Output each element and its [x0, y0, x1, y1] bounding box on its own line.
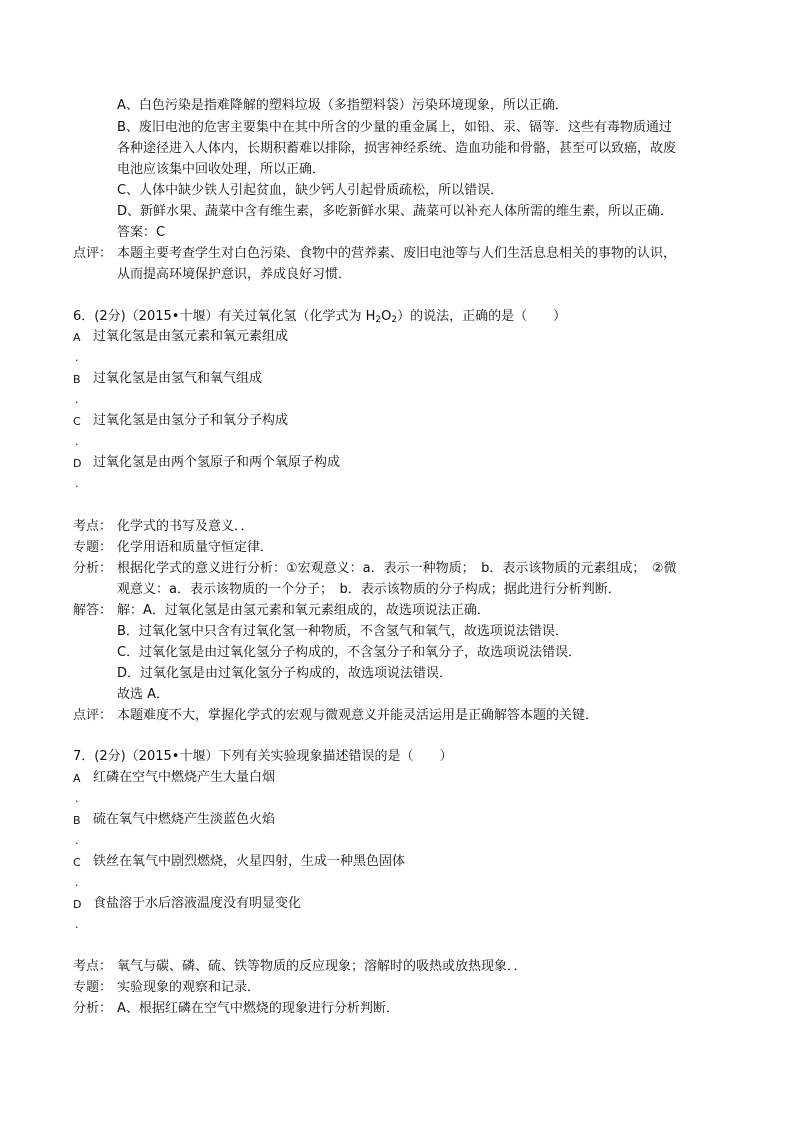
q6-option-c-letter: C	[73, 415, 81, 428]
q7-option-c-text: 铁丝在氧气中剧烈燃烧，火星四射，生成一种黑色固体	[93, 854, 406, 869]
q5-analysis-b-line2: 各种途径进入人体内，长期积蓄难以排除，损害神经系统、造血功能和骨骼，甚至可以致癌，故废	[117, 141, 677, 156]
q6-jieda-line4: D．过氧化氢是由过氧化氢分子构成的，故选项说法错误．	[117, 666, 453, 681]
q7-option-d-dot: .	[75, 918, 79, 931]
q6-option-a-text: 过氧化氢是由氢元素和氧元素组成	[93, 329, 289, 344]
q7-option-b-text: 硫在氧气中燃烧产生淡蓝色火焰	[93, 812, 276, 827]
q7-option-a-dot: .	[75, 792, 79, 805]
q7-option-c-dot: .	[75, 876, 79, 889]
q6-fenxi-line2: 观意义：a．表示该物质的一个分子； b．表示该物质的分子构成；据此进行分析判断．	[117, 582, 621, 597]
q7-kaodian-label: 考点：	[73, 959, 113, 974]
q5-comment-label: 点评：	[73, 246, 113, 261]
q6-stem-post: ）的说法，正确的是（ ）	[397, 309, 567, 324]
q6-zhuanti-label: 专题：	[73, 540, 113, 555]
q6-option-c-text: 过氧化氢是由氢分子和氧分子构成	[93, 413, 289, 428]
q6-fenxi-label: 分析：	[73, 561, 113, 576]
q7-option-b-letter: B	[73, 814, 81, 827]
q7-option-d-text: 食盐溶于水后溶液温度没有明显变化	[93, 896, 302, 911]
q6-option-d-dot: .	[75, 477, 79, 490]
q6-jieda-label: 解答：	[73, 603, 113, 618]
q7-option-d-letter: D	[73, 898, 82, 911]
q6-option-b-dot: .	[75, 393, 79, 406]
q6-option-a-dot: .	[75, 351, 79, 364]
q6-option-b-letter: B	[73, 373, 81, 386]
q5-comment-line1: 本题主要考查学生对白色污染、食物中的营养素、废旧电池等与人们生活息息相关的事物的认识，	[117, 246, 677, 261]
q6-formula-sub-h: 2	[375, 315, 382, 325]
q5-comment-line2: 从而提高环境保护意识，养成良好习惯．	[117, 267, 352, 282]
q5-analysis-b-line1: B、废旧电池的危害主要集中在其中所含的少量的重金属上，如铅、汞、镉等．这些有毒物质通过	[117, 120, 672, 135]
q5-analysis-a: A、白色污染是指难降解的塑料垃圾（多指塑料袋）污染环境现象，所以正确．	[117, 98, 568, 113]
q6-jieda-line3: C．过氧化氢是由过氧化氢分子构成的，不含氢分子和氧分子，故选项说法错误．	[117, 645, 582, 660]
q6-kaodian: 化学式的书写及意义．．	[117, 519, 254, 534]
q6-option-d-text: 过氧化氢是由两个氢原子和两个氧原子构成	[93, 455, 341, 470]
q7-fenxi-line1: A、根据红磷在空气中燃烧的现象进行分析判断．	[117, 1001, 399, 1016]
q7-fenxi-label: 分析：	[73, 1001, 113, 1016]
q6-formula-o: O	[381, 309, 392, 324]
q6-stem-pre: 6．(2分)（2015•十堰）有关过氧化氢（化学式为 H	[73, 309, 376, 324]
q6-jieda-line1: 解：A．过氧化氢是由氢元素和氧元素组成的，故选项说法正确．	[117, 603, 490, 618]
q6-dianping: 本题难度不大，掌握化学式的宏观与微观意义并能灵活运用是正确解答本题的关键．	[117, 708, 599, 723]
q6-formula-sub-o: 2	[391, 315, 398, 325]
q6-kaodian-label: 考点：	[73, 519, 113, 534]
q6-option-c-dot: .	[75, 435, 79, 448]
q7-option-a-text: 红磷在空气中燃烧产生大量白烟	[93, 770, 276, 785]
q6-jieda-line2: B．过氧化氢中只含有过氧化氢一种物质，不含氢气和氧气，故选项说法错误．	[117, 624, 568, 639]
q6-option-a-letter: A	[73, 331, 81, 344]
q7-option-c-letter: C	[73, 856, 81, 869]
q6-fenxi-line1: 根据化学式的意义进行分析：①宏观意义：a．表示一种物质； b．表示该物质的元素组成； ②微	[117, 561, 677, 576]
q7-zhuanti-label: 专题：	[73, 980, 113, 995]
q7-option-a-letter: A	[73, 772, 81, 785]
q6-dianping-label: 点评：	[73, 708, 113, 723]
q5-answer: 答案：C	[117, 225, 166, 240]
q6-option-b-text: 过氧化氢是由氢气和氧气组成	[93, 371, 263, 386]
q5-analysis-b-line3: 电池应该集中回收处理，所以正确．	[117, 162, 326, 177]
q6-zhuanti: 化学用语和质量守恒定律．	[117, 540, 274, 555]
q7-kaodian: 氧气与碳、磷、硫、铁等物质的反应现象；溶解时的吸热或放热现象．．	[117, 959, 527, 974]
q5-analysis-d: D、新鲜水果、蔬菜中含有维生素，多吃新鲜水果、蔬菜可以补充人体所需的维生素，所以正确．	[117, 204, 674, 219]
q7-option-b-dot: .	[75, 834, 79, 847]
q7-zhuanti: 实验现象的观察和记录．	[117, 980, 261, 995]
q6-option-d-letter: D	[73, 457, 82, 470]
q6-jieda-line5: 故选 A．	[117, 687, 170, 702]
q7-stem: 7．(2分)（2015•十堰）下列有关实验现象描述错误的是（ ）	[73, 749, 453, 764]
q5-analysis-c: C、人体中缺少铁人引起贫血，缺少钙人引起骨质疏松，所以错误．	[117, 183, 504, 198]
